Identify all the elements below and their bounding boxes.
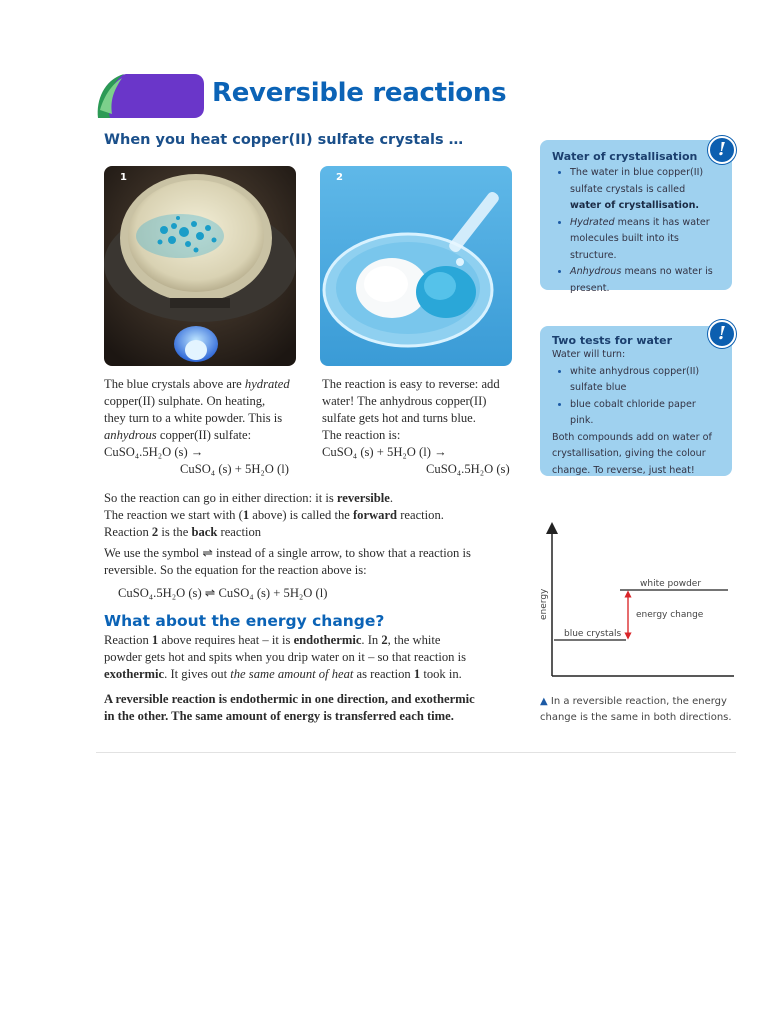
photo-2-number: 2	[336, 172, 343, 183]
text-left-line-2: copper(II) sulphate. On heating,	[104, 394, 266, 408]
box-water-b2b: molecules built into its structure.	[570, 233, 679, 261]
box-tests-item-1	[570, 364, 720, 397]
energy-line-2: powder gets hot and spits when you drip water on it – so that reaction is	[104, 650, 467, 664]
page-bottom-divider	[96, 752, 736, 753]
exclamation-icon: !	[708, 136, 736, 164]
text-left-line-1: The blue crystals above are	[104, 377, 245, 391]
left-column-text	[104, 376, 314, 478]
box-water-title: Water of crystallisation	[552, 150, 698, 163]
text-left-line-4: copper(II) sulfate:	[156, 428, 252, 442]
summary-line-1: A reversible reaction is endothermic in one direction, and exothermic	[104, 692, 475, 706]
text-middle-line-2: water! The anhydrous copper(II)	[322, 394, 487, 408]
term-exothermic: exothermic	[104, 667, 165, 681]
photo-dish-water-image	[320, 166, 512, 366]
photo-dish-water	[320, 166, 512, 366]
term-water-of-crystallisation: water of crystallisation.	[570, 200, 700, 211]
body-line-3-end: reaction	[217, 525, 262, 539]
term-forward: forward	[352, 508, 398, 522]
energy-same-heat: the same amount of heat	[230, 667, 354, 681]
box-water-anhydrous: Anhydrous	[570, 266, 622, 277]
term-endothermic: endothermic	[293, 633, 362, 647]
energy-line-1c: above requires heat – it is	[158, 633, 294, 647]
equation-2-left: CuSO₄ (s) + 5H₂O (l) →	[322, 445, 447, 459]
caption-line-1: In a reversible reaction, the energy	[550, 696, 727, 707]
box-water-of-crystallisation	[540, 140, 732, 294]
energy-ref-2: 2	[381, 633, 388, 647]
energy-change-label: energy change	[636, 610, 704, 620]
box-water-b3a: means no water is	[621, 266, 713, 277]
box-water-item-2	[570, 215, 720, 265]
box-water-item-3	[570, 264, 720, 297]
header-graphic	[94, 70, 206, 122]
caption-line-2: change is the same in both directions.	[540, 712, 732, 723]
body-line-4: We use the symbol ⇌ instead of a single arrow, to show that a reaction is	[104, 546, 471, 560]
photo-heated-crystals	[104, 166, 296, 366]
box-water-item-1	[570, 165, 720, 215]
box-water-b1b: sulfate crystals is called	[570, 183, 686, 195]
text-middle-line-3: sulfate gets hot and turns blue.	[322, 411, 476, 425]
lower-level-label: blue crystals	[564, 629, 622, 639]
box-tests-b1b: sulfate blue	[570, 382, 627, 393]
body-line-3: Reaction	[104, 525, 152, 539]
text-left-anhydrous: anhydrous	[104, 428, 157, 442]
upper-level-label: white powder	[640, 579, 702, 589]
energy-axis-label: energy	[539, 588, 549, 620]
text-middle-line-4: The reaction is:	[322, 428, 401, 442]
exclamation-icon: !	[708, 320, 736, 348]
box-tests-line-1: Both compounds add on water of	[552, 431, 712, 443]
energy-level-diagram	[530, 520, 740, 686]
body-line-2-mid: above) is called the	[249, 508, 353, 522]
summary-line-2: in the other. The same amount of energy is transferred each time.	[104, 709, 454, 723]
equation-1-right: CuSO₄ (s) + 5H₂O (l)	[180, 462, 289, 476]
body-line-2-end: reaction.	[397, 508, 444, 522]
energy-ref-1: 1	[151, 633, 159, 647]
box-water-hydrated: Hydrated	[570, 216, 615, 228]
energy-line-1g: , the white	[387, 633, 441, 647]
reversible-equation: CuSO₄.5H₂O (s) ⇌ CuSO₄ (s) + 5H₂O (l)	[118, 586, 328, 600]
body-line-1-end: .	[389, 491, 393, 505]
text-left-hydrated: hydrated	[244, 377, 290, 391]
text-left-line-3: they turn to a white powder. This is	[104, 411, 283, 425]
body-line-2: The reaction we start with (	[104, 508, 243, 522]
box-two-tests-for-water	[540, 326, 732, 476]
term-reversible: reversible	[336, 491, 390, 505]
box-tests-b1a: white anhydrous copper(II)	[570, 365, 700, 377]
term-back: back	[191, 525, 218, 539]
body-ref-2: 2	[151, 525, 159, 539]
box-tests-line-2: crystallisation, giving the colour	[552, 448, 706, 459]
energy-line-3b: . It gives out	[164, 667, 231, 681]
body-line-5: reversible. So the equation for the reaction above is:	[104, 563, 367, 577]
energy-line-1e: . In	[361, 633, 382, 647]
photo-1-number: 1	[120, 172, 127, 183]
box-water-b1a: The water in blue copper(II)	[570, 167, 704, 178]
energy-line-3d: as reaction	[353, 667, 414, 681]
box-tests-line-3: change. To reverse, just heat!	[552, 464, 695, 476]
energy-line-1a: Reaction	[104, 633, 152, 647]
page-title: Reversible reactions	[212, 78, 507, 108]
body-line-3-mid: is the	[158, 525, 192, 539]
photo-heated-crystals-image	[104, 166, 296, 366]
section-subtitle: When you heat copper(II) sulfate crystals …	[104, 132, 464, 148]
equation-1-left: CuSO₄.5H₂O (s) →	[104, 445, 204, 459]
diagram-caption	[540, 694, 740, 726]
middle-column-text	[322, 376, 532, 478]
box-tests-intro: Water will turn:	[552, 349, 626, 360]
body-line-1: So the reaction can go in either direction: it is	[104, 491, 337, 505]
energy-line-3f: took in.	[420, 667, 462, 681]
body-ref-1: 1	[242, 508, 250, 522]
box-water-b2a: means it has water	[614, 216, 710, 228]
box-tests-title: Two tests for water	[552, 334, 673, 347]
energy-heading: What about the energy change?	[104, 612, 385, 630]
equation-2-right: CuSO₄.5H₂O (s)	[426, 462, 510, 476]
box-tests-item-2: • blue cobalt chloride paper pink.	[570, 397, 720, 430]
energy-ref-1b: 1	[413, 667, 421, 681]
body-text	[104, 490, 524, 602]
energy-text	[104, 632, 524, 725]
caption-triangle-icon: ▲	[540, 696, 548, 707]
box-water-b3b: present.	[570, 282, 610, 294]
text-middle-line-1: The reaction is easy to reverse: add	[322, 377, 500, 391]
